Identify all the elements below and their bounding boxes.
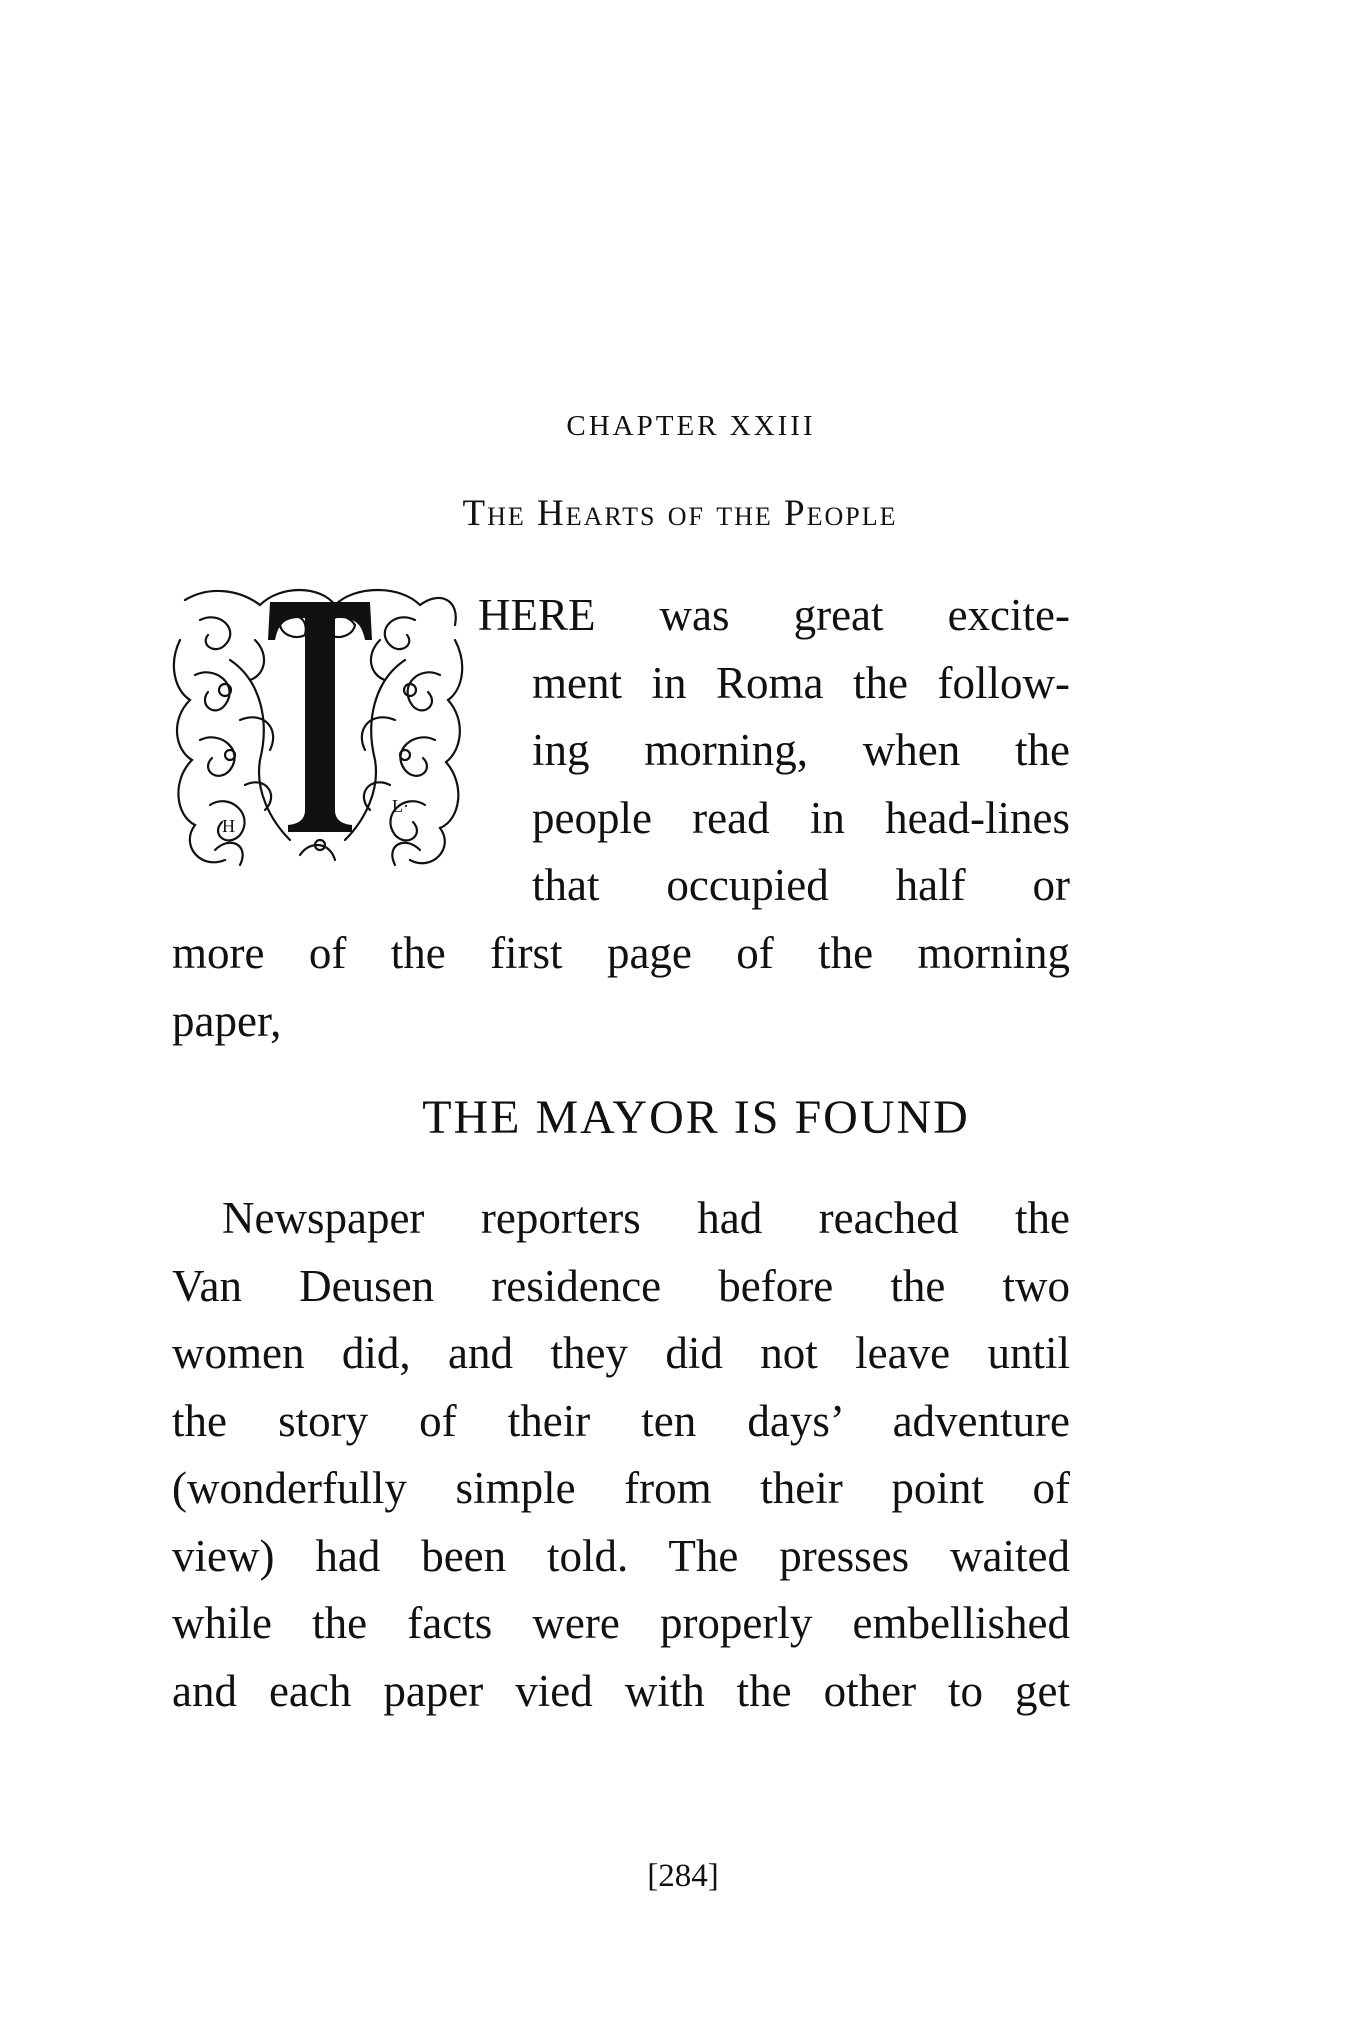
chapter-title: The Hearts of the People	[462, 493, 898, 534]
drop-cap-signature-left: H	[222, 816, 235, 836]
page-number: [284]	[647, 1858, 719, 1894]
text-line: HERE was great excite-	[478, 590, 1070, 640]
text-line: (wonderfully simple from their point of	[172, 1463, 1070, 1513]
paragraph1-wrapped-lines	[478, 582, 1070, 920]
text-line: people read in head-lines	[532, 792, 1070, 843]
text-line: Newspaper reporters had reached the	[222, 1193, 1070, 1243]
text-line: and each paper vied with the other to get	[172, 1665, 1070, 1716]
text-line: more of the first page of the morning	[172, 928, 1070, 978]
text-line: Van Deusen residence before the two	[172, 1260, 1070, 1311]
text-line: while the facts were properly embellished	[172, 1598, 1070, 1648]
newspaper-headline: THE MAYOR IS FOUND	[422, 1091, 970, 1144]
text-line: view) had been told. The presses waited	[172, 1530, 1070, 1581]
ornamental-drop-cap	[170, 580, 470, 880]
drop-cap-signature-right: L·	[392, 796, 409, 816]
text-line: women did, and they did not leave until	[172, 1328, 1070, 1378]
chapter-number: CHAPTER XXIII	[566, 410, 816, 442]
text-line: ing morning, when the	[532, 725, 1070, 775]
paragraph2	[172, 1185, 1070, 1725]
drop-cap-ornament	[170, 580, 470, 880]
text-line: that occupied half or	[532, 860, 1070, 910]
paragraph1-full-lines	[172, 920, 1070, 1055]
text-line: ment in Roma the follow-	[532, 657, 1070, 708]
text-line: the story of their ten days’ adventure	[172, 1395, 1070, 1446]
text-line: paper,	[172, 995, 282, 1046]
